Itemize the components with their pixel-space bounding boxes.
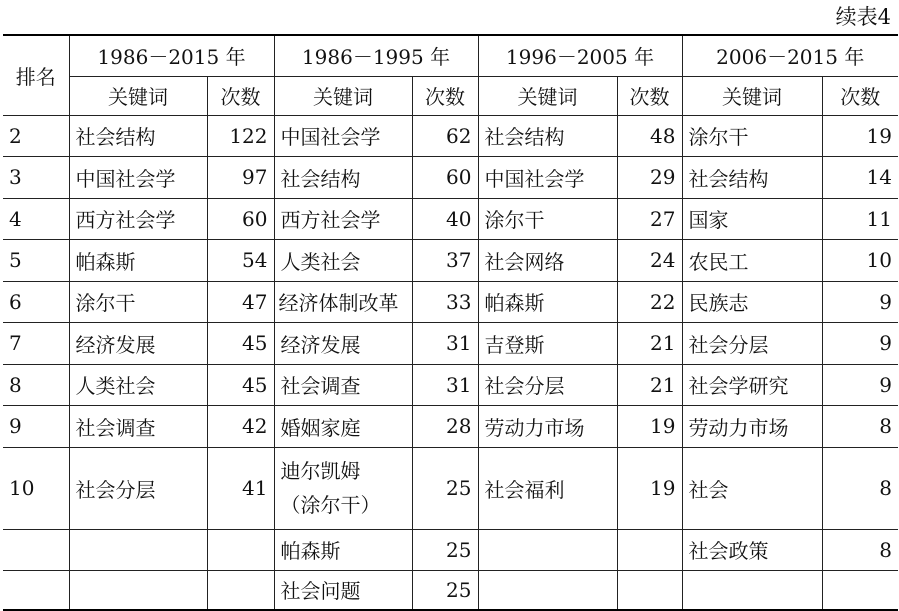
count-cell: [207, 529, 274, 571]
rank-cell: 10: [3, 447, 69, 529]
keyword-cell: 西方社会学: [69, 198, 207, 240]
rank-cell: 9: [3, 406, 69, 448]
count-cell: 40: [412, 198, 478, 240]
count-cell: 45: [207, 364, 274, 406]
count-cell: 25: [412, 571, 478, 610]
keyword-cell: [682, 571, 822, 610]
keyword-cell: 吉登斯: [478, 323, 617, 365]
keyword-cell: 涂尔干: [69, 281, 207, 323]
header-row-periods: [3, 35, 898, 76]
count-cell: [822, 571, 898, 610]
keyword-cell: 社会结构: [69, 115, 207, 157]
count-cell: 21: [617, 364, 682, 406]
count-cell: 54: [207, 240, 274, 282]
keyword-frequency-table: [3, 34, 898, 611]
count-cell: 48: [617, 115, 682, 157]
rank-cell: 2: [3, 115, 69, 157]
keyword-cell: [478, 529, 617, 571]
keyword-cell: 社会调查: [69, 406, 207, 448]
keyword-cell: 社会分层: [478, 364, 617, 406]
count-cell: 10: [822, 240, 898, 282]
count-header: 次数: [822, 76, 898, 115]
count-cell: 19: [617, 406, 682, 448]
count-cell: 122: [207, 115, 274, 157]
rank-cell: 4: [3, 198, 69, 240]
keyword-cell: [69, 571, 207, 610]
count-cell: 31: [412, 323, 478, 365]
count-cell: 24: [617, 240, 682, 282]
keyword-cell: 社会结构: [682, 157, 822, 199]
rank-cell: 5: [3, 240, 69, 282]
keyword-cell: 涂尔干: [682, 115, 822, 157]
keyword-line: 迪尔凯姆: [280, 459, 361, 483]
count-cell: 9: [822, 281, 898, 323]
keyword-cell: 中国社会学: [69, 157, 207, 199]
count-cell: 60: [207, 198, 274, 240]
keyword-cell: 社会学研究: [682, 364, 822, 406]
keyword-cell: [69, 529, 207, 571]
count-cell: 60: [412, 157, 478, 199]
count-cell: 11: [822, 198, 898, 240]
rank-cell: [3, 571, 69, 610]
table-row: [3, 406, 898, 448]
keyword-header: 关键词: [478, 76, 617, 115]
keyword-cell: 经济体制改革: [274, 281, 412, 323]
rank-cell: [3, 529, 69, 571]
keyword-cell: 劳动力市场: [478, 406, 617, 448]
keyword-cell: 社会分层: [69, 447, 207, 529]
rank-cell: 7: [3, 323, 69, 365]
keyword-line: （涂尔干）: [280, 493, 381, 517]
keyword-cell: 社会分层: [682, 323, 822, 365]
table-row: [3, 571, 898, 610]
count-header: 次数: [617, 76, 682, 115]
keyword-cell: 国家: [682, 198, 822, 240]
table-row: [3, 529, 898, 571]
count-cell: 41: [207, 447, 274, 529]
count-header: 次数: [412, 76, 478, 115]
count-cell: 62: [412, 115, 478, 157]
count-cell: 47: [207, 281, 274, 323]
table-caption: 续表4: [835, 5, 891, 29]
table-row: [3, 115, 898, 157]
count-cell: [617, 571, 682, 610]
rank-cell: 3: [3, 157, 69, 199]
keyword-cell: 婚姻家庭: [274, 406, 412, 448]
count-cell: 14: [822, 157, 898, 199]
table-row: [3, 447, 898, 529]
header-row-subcolumns: [3, 76, 898, 115]
keyword-cell: 社会政策: [682, 529, 822, 571]
count-cell: 8: [822, 406, 898, 448]
table-row: [3, 323, 898, 365]
keyword-header: 关键词: [682, 76, 822, 115]
keyword-cell: 经济发展: [274, 323, 412, 365]
keyword-cell: 社会网络: [478, 240, 617, 282]
period-header: 1986－1995 年: [274, 35, 478, 76]
count-cell: 19: [617, 447, 682, 529]
keyword-cell: 中国社会学: [478, 157, 617, 199]
keyword-header: 关键词: [274, 76, 412, 115]
keyword-cell: 农民工: [682, 240, 822, 282]
keyword-cell: 帕森斯: [69, 240, 207, 282]
count-cell: 45: [207, 323, 274, 365]
keyword-cell: 社会结构: [274, 157, 412, 199]
rank-cell: 6: [3, 281, 69, 323]
count-cell: 25: [412, 529, 478, 571]
keyword-cell: 西方社会学: [274, 198, 412, 240]
count-header: 次数: [207, 76, 274, 115]
count-cell: 19: [822, 115, 898, 157]
keyword-cell: 涂尔干: [478, 198, 617, 240]
keyword-cell: 经济发展: [69, 323, 207, 365]
keyword-cell: 人类社会: [274, 240, 412, 282]
keyword-cell: 帕森斯: [274, 529, 412, 571]
keyword-cell-multiline: [274, 447, 412, 529]
period-header: 2006－2015 年: [682, 35, 898, 76]
count-cell: 9: [822, 364, 898, 406]
period-header: 1996－2005 年: [478, 35, 682, 76]
count-cell: [617, 529, 682, 571]
keyword-cell: 劳动力市场: [682, 406, 822, 448]
keyword-cell: 帕森斯: [478, 281, 617, 323]
keyword-cell: 社会福利: [478, 447, 617, 529]
count-cell: [207, 571, 274, 610]
keyword-cell: 社会问题: [274, 571, 412, 610]
count-cell: 33: [412, 281, 478, 323]
count-cell: 9: [822, 323, 898, 365]
count-cell: 22: [617, 281, 682, 323]
rank-cell: 8: [3, 364, 69, 406]
count-cell: 42: [207, 406, 274, 448]
count-cell: 27: [617, 198, 682, 240]
table-row: [3, 240, 898, 282]
count-cell: 37: [412, 240, 478, 282]
keyword-cell: 人类社会: [69, 364, 207, 406]
count-cell: 97: [207, 157, 274, 199]
keyword-cell: 社会调查: [274, 364, 412, 406]
count-cell: 28: [412, 406, 478, 448]
table-row: [3, 364, 898, 406]
table-row: [3, 157, 898, 199]
keyword-cell: 民族志: [682, 281, 822, 323]
count-cell: 21: [617, 323, 682, 365]
keyword-cell: 社会: [682, 447, 822, 529]
count-cell: 29: [617, 157, 682, 199]
keyword-header: 关键词: [69, 76, 207, 115]
count-cell: 8: [822, 529, 898, 571]
count-cell: 25: [412, 447, 478, 529]
rank-header: 排名: [3, 35, 69, 115]
table-row: [3, 198, 898, 240]
keyword-cell: [478, 571, 617, 610]
count-cell: 31: [412, 364, 478, 406]
keyword-cell: 中国社会学: [274, 115, 412, 157]
table-row: [3, 281, 898, 323]
count-cell: 8: [822, 447, 898, 529]
period-header: 1986－2015 年: [69, 35, 274, 76]
keyword-cell: 社会结构: [478, 115, 617, 157]
